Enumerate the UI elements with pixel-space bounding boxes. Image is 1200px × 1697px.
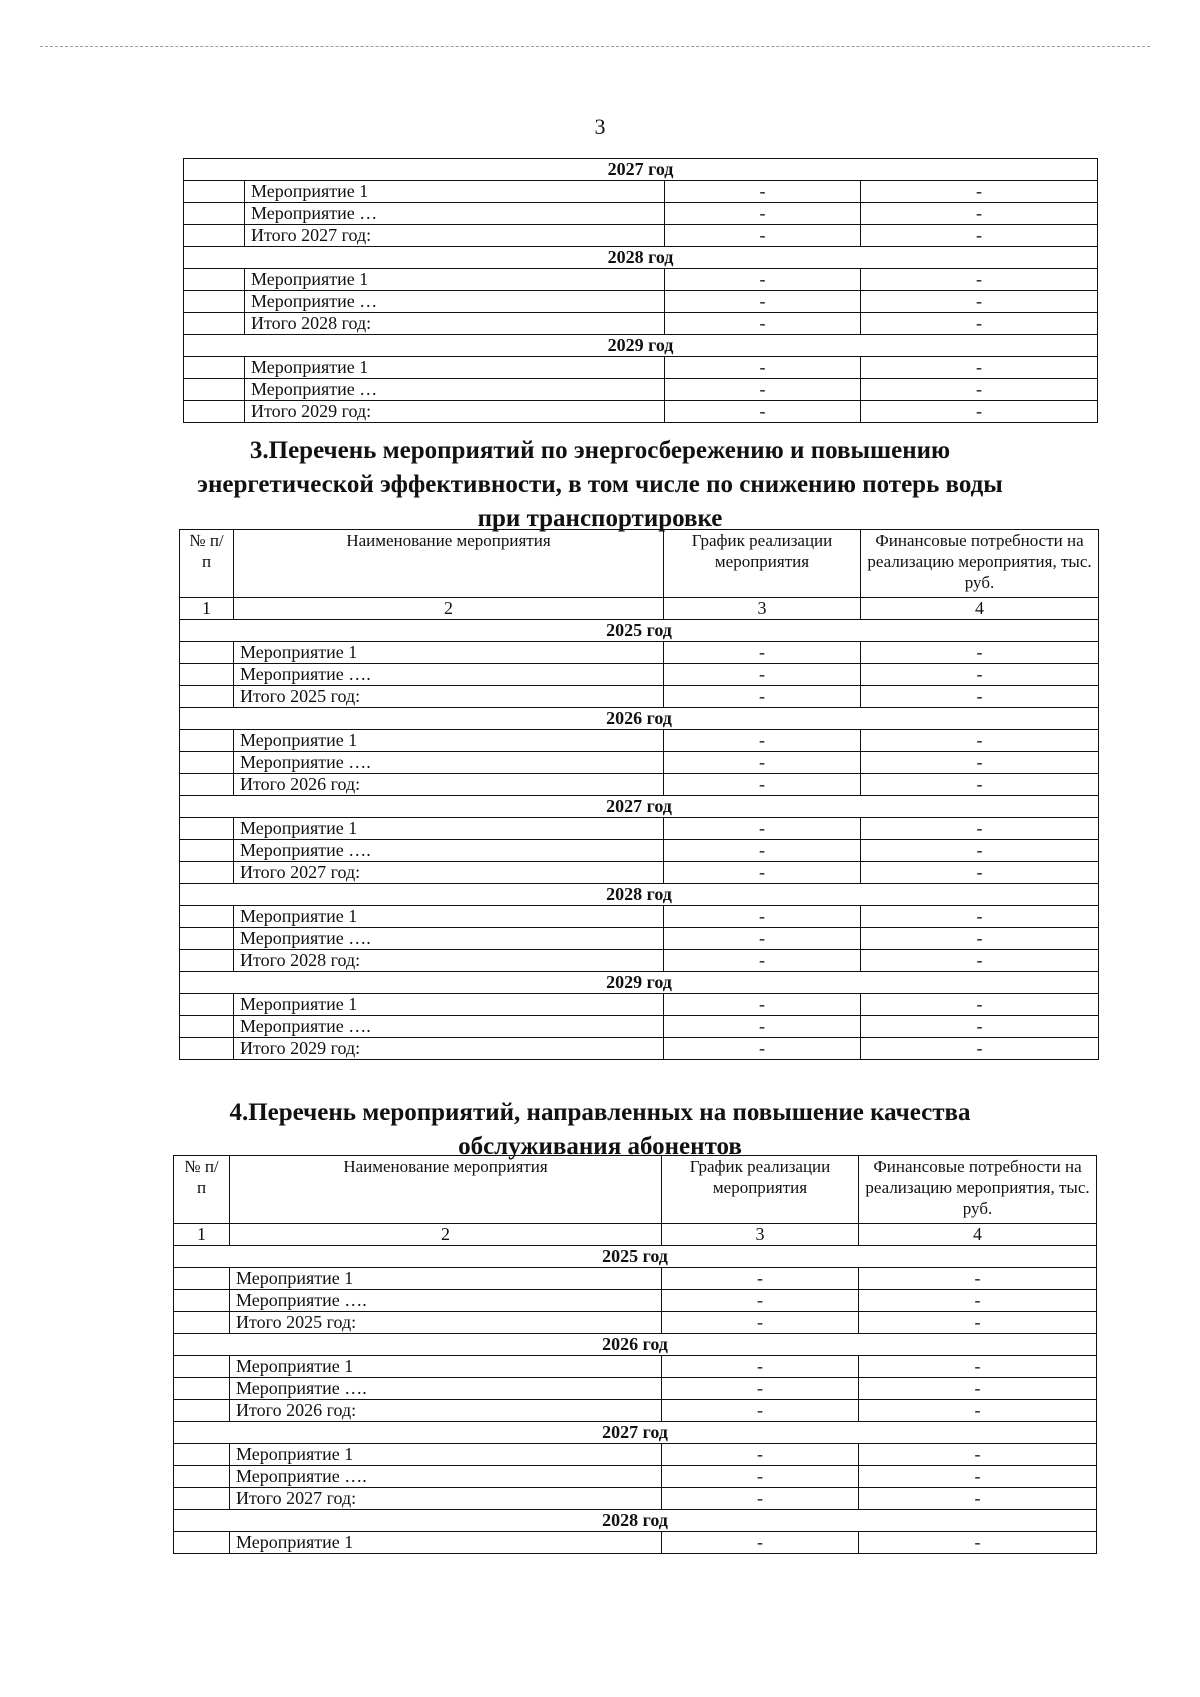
measure-name: Итого 2025 год: (230, 1312, 662, 1334)
measure-name: Мероприятие …. (234, 752, 664, 774)
num-cell (180, 840, 234, 862)
table-row (180, 818, 1099, 840)
year-row (184, 159, 1098, 181)
table-row (184, 225, 1098, 247)
header-name: Наименование мероприятия (230, 1156, 662, 1224)
table-body (184, 159, 1098, 423)
finance-cell: - (859, 1268, 1097, 1290)
measure-name: Итого 2027 год: (234, 862, 664, 884)
finance-cell: - (861, 203, 1098, 225)
finance-cell: - (861, 357, 1098, 379)
schedule-cell: - (664, 1038, 861, 1060)
measure-name: Мероприятие 1 (245, 357, 665, 379)
finance-cell: - (859, 1312, 1097, 1334)
table-row (184, 181, 1098, 203)
year-heading: 2027 год (184, 159, 1098, 181)
finance-cell: - (859, 1356, 1097, 1378)
schedule-cell: - (662, 1400, 859, 1422)
num-cell (180, 642, 234, 664)
measure-name: Итого 2028 год: (245, 313, 665, 335)
schedule-cell: - (662, 1356, 859, 1378)
col-number-1: 1 (174, 1224, 230, 1246)
table-row (180, 994, 1099, 1016)
finance-cell: - (861, 225, 1098, 247)
num-cell (174, 1378, 230, 1400)
year-row (180, 884, 1099, 906)
measure-name: Мероприятие 1 (234, 906, 664, 928)
measure-name: Мероприятие 1 (230, 1268, 662, 1290)
col-number-4: 4 (859, 1224, 1097, 1246)
num-cell (180, 686, 234, 708)
table-section3 (179, 529, 1099, 1060)
section3-title: 3.Перечень мероприятий по энергосбережению и повышению энергетической эффективности, в том числе по снижению потерь воды при транспортировке (197, 437, 1003, 532)
num-cell (174, 1356, 230, 1378)
schedule-cell: - (662, 1466, 859, 1488)
num-cell (184, 269, 245, 291)
table-row (180, 862, 1099, 884)
measure-name: Мероприятие …. (234, 664, 664, 686)
table-section2-continued (183, 158, 1098, 423)
finance-cell: - (861, 928, 1099, 950)
schedule-cell: - (665, 313, 861, 335)
num-cell (180, 950, 234, 972)
num-cell (180, 1038, 234, 1060)
table-row (184, 203, 1098, 225)
schedule-cell: - (665, 357, 861, 379)
measure-name: Итого 2026 год: (230, 1400, 662, 1422)
schedule-cell: - (664, 950, 861, 972)
measure-name: Мероприятие …. (230, 1378, 662, 1400)
num-cell (174, 1444, 230, 1466)
header-name: Наименование мероприятия (234, 530, 664, 598)
schedule-cell: - (662, 1290, 859, 1312)
finance-cell: - (861, 994, 1099, 1016)
header-num: № п/п (180, 530, 234, 598)
col-number-3: 3 (662, 1224, 859, 1246)
num-cell (180, 928, 234, 950)
year-row (174, 1422, 1097, 1444)
year-heading: 2028 год (174, 1510, 1097, 1532)
table-row (180, 1038, 1099, 1060)
schedule-cell: - (665, 203, 861, 225)
header-num: № п/п (174, 1156, 230, 1224)
year-heading: 2028 год (180, 884, 1099, 906)
finance-cell: - (861, 379, 1098, 401)
table-row (174, 1488, 1097, 1510)
year-row (180, 708, 1099, 730)
table-row (180, 664, 1099, 686)
table-row (184, 269, 1098, 291)
table-row (184, 291, 1098, 313)
schedule-cell: - (664, 994, 861, 1016)
col-number-2: 2 (234, 598, 664, 620)
schedule-cell: - (665, 269, 861, 291)
table-row (174, 1400, 1097, 1422)
num-cell (174, 1290, 230, 1312)
table-section4 (173, 1155, 1097, 1554)
year-heading: 2027 год (174, 1422, 1097, 1444)
table-row (180, 840, 1099, 862)
schedule-cell: - (664, 664, 861, 686)
schedule-cell: - (664, 818, 861, 840)
schedule-cell: - (664, 840, 861, 862)
num-cell (174, 1488, 230, 1510)
measure-name: Мероприятие 1 (234, 642, 664, 664)
finance-cell: - (859, 1466, 1097, 1488)
finance-cell: - (861, 664, 1099, 686)
year-heading: 2027 год (180, 796, 1099, 818)
table-row (180, 730, 1099, 752)
header-schedule: График реализации мероприятия (664, 530, 861, 598)
schedule-cell: - (662, 1268, 859, 1290)
schedule-cell: - (664, 862, 861, 884)
year-row (174, 1246, 1097, 1268)
measure-name: Итого 2025 год: (234, 686, 664, 708)
year-heading: 2028 год (184, 247, 1098, 269)
table-row (180, 1016, 1099, 1038)
table-row (174, 1312, 1097, 1334)
schedule-cell: - (664, 906, 861, 928)
num-cell (180, 730, 234, 752)
year-row (184, 335, 1098, 357)
finance-cell: - (861, 730, 1099, 752)
year-row (180, 620, 1099, 642)
scan-top-border (40, 46, 1150, 47)
table-row (180, 950, 1099, 972)
header-finance: Финансовые потребности на реализацию мероприятия, тыс. руб. (859, 1156, 1097, 1224)
finance-cell: - (859, 1488, 1097, 1510)
measure-name: Мероприятие 1 (234, 818, 664, 840)
measure-name: Мероприятие 1 (245, 181, 665, 203)
table-body (174, 1246, 1097, 1554)
schedule-cell: - (664, 730, 861, 752)
measure-name: Мероприятие … (245, 379, 665, 401)
measure-name: Мероприятие …. (234, 1016, 664, 1038)
table-row (174, 1290, 1097, 1312)
num-cell (184, 225, 245, 247)
num-cell (174, 1400, 230, 1422)
measure-name: Мероприятие 1 (245, 269, 665, 291)
finance-cell: - (861, 774, 1099, 796)
measure-name: Мероприятие 1 (230, 1532, 662, 1554)
table-row (180, 752, 1099, 774)
num-cell (180, 664, 234, 686)
finance-cell: - (861, 818, 1099, 840)
measure-name: Мероприятие …. (230, 1290, 662, 1312)
year-row (180, 972, 1099, 994)
measure-name: Итого 2029 год: (234, 1038, 664, 1060)
year-heading: 2026 год (180, 708, 1099, 730)
finance-cell: - (861, 1016, 1099, 1038)
num-cell (180, 994, 234, 1016)
num-cell (180, 752, 234, 774)
table-row (180, 906, 1099, 928)
table-row (184, 379, 1098, 401)
table-row (174, 1444, 1097, 1466)
measure-name: Мероприятие …. (234, 928, 664, 950)
measure-name: Итого 2028 год: (234, 950, 664, 972)
table-header (180, 530, 1099, 620)
finance-cell: - (861, 950, 1099, 972)
schedule-cell: - (664, 928, 861, 950)
num-cell (184, 313, 245, 335)
col-number-2: 2 (230, 1224, 662, 1246)
table-row (174, 1268, 1097, 1290)
year-heading: 2029 год (184, 335, 1098, 357)
year-row (180, 796, 1099, 818)
finance-cell: - (861, 181, 1098, 203)
measure-name: Мероприятие …. (230, 1466, 662, 1488)
finance-cell: - (861, 1038, 1099, 1060)
num-cell (184, 357, 245, 379)
finance-cell: - (861, 752, 1099, 774)
schedule-cell: - (665, 401, 861, 423)
schedule-cell: - (665, 181, 861, 203)
year-row (174, 1334, 1097, 1356)
num-cell (174, 1532, 230, 1554)
year-row (174, 1510, 1097, 1532)
num-cell (180, 1016, 234, 1038)
year-heading: 2025 год (174, 1246, 1097, 1268)
page-number: 3 (594, 114, 606, 139)
table-row (184, 313, 1098, 335)
year-row (184, 247, 1098, 269)
table-row (180, 642, 1099, 664)
year-heading: 2029 год (180, 972, 1099, 994)
table-row (184, 357, 1098, 379)
year-heading: 2025 год (180, 620, 1099, 642)
header-finance: Финансовые потребности на реализацию мероприятия, тыс. руб. (861, 530, 1099, 598)
measure-name: Мероприятие …. (234, 840, 664, 862)
num-cell (180, 818, 234, 840)
schedule-cell: - (664, 752, 861, 774)
num-cell (184, 379, 245, 401)
measure-name: Мероприятие 1 (230, 1356, 662, 1378)
schedule-cell: - (665, 379, 861, 401)
col-number-4: 4 (861, 598, 1099, 620)
table-row (174, 1532, 1097, 1554)
finance-cell: - (861, 642, 1099, 664)
schedule-cell: - (665, 291, 861, 313)
num-cell (180, 906, 234, 928)
year-heading: 2026 год (174, 1334, 1097, 1356)
table-row (180, 774, 1099, 796)
schedule-cell: - (662, 1488, 859, 1510)
measure-name: Итого 2026 год: (234, 774, 664, 796)
header-schedule: График реализации мероприятия (662, 1156, 859, 1224)
finance-cell: - (861, 840, 1099, 862)
num-cell (184, 401, 245, 423)
schedule-cell: - (662, 1444, 859, 1466)
schedule-cell: - (662, 1378, 859, 1400)
schedule-cell: - (664, 642, 861, 664)
section4-title: 4.Перечень мероприятий, направленных на повышение качества обслуживания абонентов (229, 1099, 971, 1160)
finance-cell: - (861, 686, 1099, 708)
finance-cell: - (859, 1400, 1097, 1422)
measure-name: Мероприятие … (245, 291, 665, 313)
col-number-1: 1 (180, 598, 234, 620)
schedule-cell: - (664, 1016, 861, 1038)
measure-name: Мероприятие … (245, 203, 665, 225)
finance-cell: - (859, 1444, 1097, 1466)
schedule-cell: - (662, 1532, 859, 1554)
num-cell (184, 181, 245, 203)
measure-name: Мероприятие 1 (234, 730, 664, 752)
table-row (174, 1378, 1097, 1400)
table-row (180, 928, 1099, 950)
measure-name: Итого 2029 год: (245, 401, 665, 423)
num-cell (180, 862, 234, 884)
measure-name: Мероприятие 1 (230, 1444, 662, 1466)
finance-cell: - (859, 1290, 1097, 1312)
table-row (184, 401, 1098, 423)
finance-cell: - (861, 313, 1098, 335)
num-cell (174, 1312, 230, 1334)
num-cell (180, 774, 234, 796)
measure-name: Мероприятие 1 (234, 994, 664, 1016)
finance-cell: - (859, 1378, 1097, 1400)
finance-cell: - (859, 1532, 1097, 1554)
table-row (174, 1466, 1097, 1488)
schedule-cell: - (662, 1312, 859, 1334)
finance-cell: - (861, 906, 1099, 928)
num-cell (174, 1466, 230, 1488)
col-number-3: 3 (664, 598, 861, 620)
table-body (180, 620, 1099, 1060)
finance-cell: - (861, 862, 1099, 884)
finance-cell: - (861, 291, 1098, 313)
table-header (174, 1156, 1097, 1246)
finance-cell: - (861, 269, 1098, 291)
measure-name: Итого 2027 год: (245, 225, 665, 247)
num-cell (174, 1268, 230, 1290)
num-cell (184, 291, 245, 313)
table-row (180, 686, 1099, 708)
num-cell (184, 203, 245, 225)
measure-name: Итого 2027 год: (230, 1488, 662, 1510)
finance-cell: - (861, 401, 1098, 423)
schedule-cell: - (664, 686, 861, 708)
schedule-cell: - (665, 225, 861, 247)
schedule-cell: - (664, 774, 861, 796)
table-row (174, 1356, 1097, 1378)
